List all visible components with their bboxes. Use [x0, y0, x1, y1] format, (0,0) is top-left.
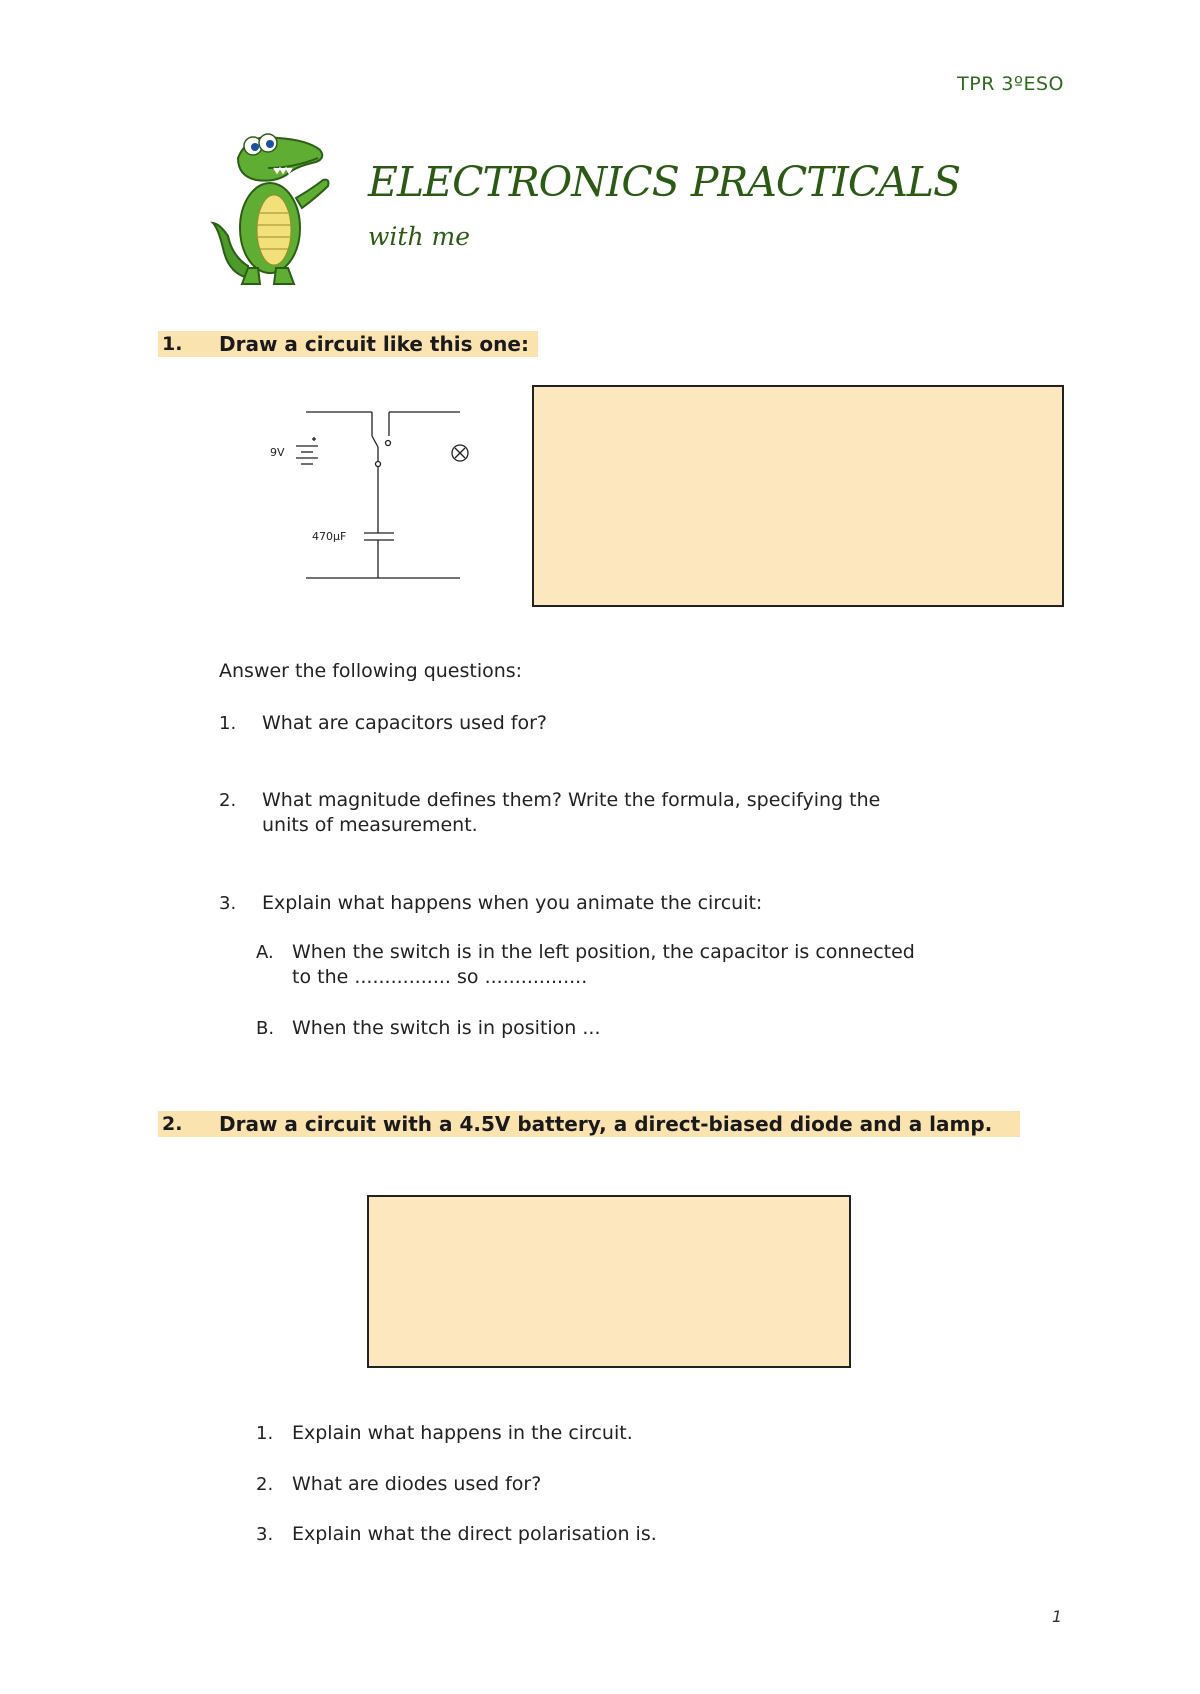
question-2-number: 2.: [219, 790, 237, 811]
section-1-title: Draw a circuit like this one:: [219, 332, 529, 356]
page-subtitle: with me: [368, 222, 470, 251]
header-reference: TPR 3ºESO: [957, 73, 1064, 95]
section-1-number: 1.: [162, 333, 183, 355]
capacitor-label: 470μF: [312, 530, 347, 543]
subitem-b-letter: B.: [256, 1018, 275, 1039]
question-3-text: Explain what happens when you animate the circuit:: [262, 892, 763, 914]
section-2-number: 2.: [162, 1113, 183, 1135]
battery-label: 9V: [270, 446, 285, 459]
question-2-text-cont: units of measurement.: [262, 814, 478, 836]
s2-question-3-number: 3.: [256, 1524, 274, 1545]
subitem-b-text: When the switch is in position ...: [292, 1017, 601, 1039]
subitem-a-text-cont: to the ................ so .................: [292, 966, 588, 988]
subitem-a-text: When the switch is in the left position, the capacitor is connected: [292, 941, 915, 963]
s2-question-2-number: 2.: [256, 1474, 274, 1495]
page-title: ELECTRONICS PRACTICALS: [368, 158, 961, 206]
s2-question-3-text: Explain what the direct polarisation is.: [292, 1523, 657, 1545]
question-2-text: What magnitude defines them? Write the formula, specifying the: [262, 789, 881, 811]
capacitor-circuit-diagram: [260, 400, 490, 590]
section-2-title: Draw a circuit with a 4.5V battery, a direct-biased diode and a lamp.: [219, 1112, 993, 1136]
page-number: 1: [1051, 1607, 1062, 1626]
questions-intro: Answer the following questions:: [219, 660, 523, 682]
crocodile-mascot-icon: [208, 128, 338, 288]
question-1-number: 1.: [219, 713, 237, 734]
subitem-a-letter: A.: [256, 942, 274, 963]
s2-question-2-text: What are diodes used for?: [292, 1473, 542, 1495]
question-1-text: What are capacitors used for?: [262, 712, 548, 734]
s2-question-1-text: Explain what happens in the circuit.: [292, 1422, 633, 1444]
drawing-area-2[interactable]: [367, 1195, 851, 1368]
drawing-area-1[interactable]: [532, 385, 1064, 607]
question-3-number: 3.: [219, 893, 237, 914]
s2-question-1-number: 1.: [256, 1423, 274, 1444]
